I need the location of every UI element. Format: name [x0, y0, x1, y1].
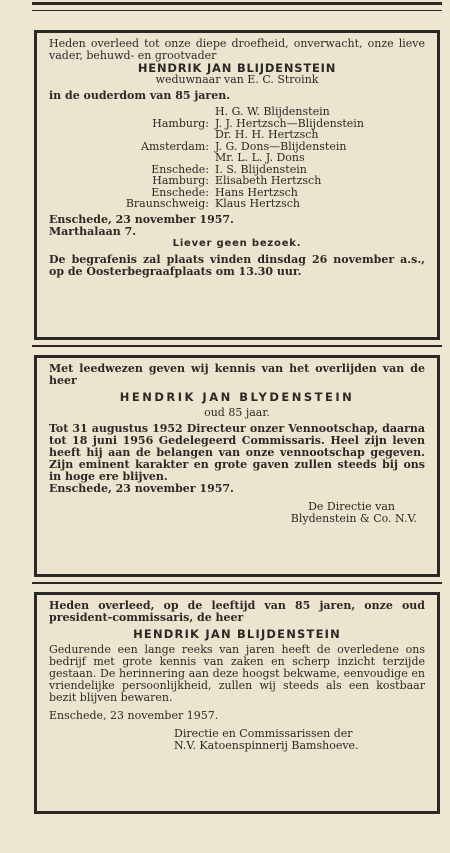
notice1-no-visit: Liever geen bezoek. [172, 237, 302, 249]
notice1-age: in de ouderdom van 85 jaren. [49, 89, 231, 102]
board-death-notice [34, 592, 440, 814]
notice2-place-date: Enschede, 23 november 1957. [49, 482, 234, 495]
notice2-age: oud 85 jaar. [204, 406, 270, 419]
family-member-row: Hamburg: Elisabeth Hertzsch [152, 174, 322, 187]
company-death-notice [34, 355, 440, 577]
family-death-notice [34, 30, 440, 340]
family-member-row: Braunschweig: Klaus Hertzsch [125, 197, 300, 210]
notice3-signature-line1: Directie en Commissarissen der [174, 727, 353, 740]
family-member-row: Hamburg: J. J. Hertzsch—Blijdenstein [152, 116, 364, 130]
notice2-signature-line1: De Directie van [308, 500, 395, 513]
top-rule-thin [32, 10, 442, 11]
notice2-deceased-name: HENDRIK JAN BLYDENSTEIN [119, 390, 355, 404]
family-member-row: Mr. L. L. J. Dons [215, 151, 305, 164]
notice2-intro: Met leedwezen geven wij kennis van het overlijden van de heer [49, 362, 425, 387]
family-member-row: H. G. W. Blijdenstein [215, 105, 330, 118]
family-member-row: Enschede: I. S. Blijdenstein [151, 162, 307, 176]
family-members-list [71, 106, 364, 210]
separator-rule [32, 345, 442, 347]
notice1-place-date: Enschede, 23 november 1957. [49, 212, 234, 226]
notice1-widower: weduwnaar van E. C. Stroink [155, 73, 319, 86]
notice3-body: Gedurende een lange reeks van jaren heeft de overledene ons bedrijf met grote kennis van zaken en scherp inzicht terzijde gestaan. De herinnering aan deze hoogst bekwame, eenvoudige en vriendelijke persoonlijkheid, zullen wij steeds als een kostbaar bezit blijven bewaren. [49, 643, 425, 704]
notice1-deceased-name: HENDRIK JAN BLIJDENSTEIN [137, 61, 337, 75]
top-rule [32, 2, 442, 5]
notice3-deceased-name: HENDRIK JAN BLIJDENSTEIN [133, 627, 341, 641]
notice3-signature-line2: N.V. Katoenspinnerij Bamshoeve. [174, 739, 359, 752]
family-member-row: Amsterdam: J. G. Dons—Blijdenstein [141, 139, 347, 153]
notice1-address: Marthalaan 7. [49, 224, 137, 238]
notice2-signature-line2: Blydenstein & Co. N.V. [290, 512, 417, 525]
family-member-row: Enschede: Hans Hertzsch [151, 185, 298, 199]
notice2-body: Tot 31 augustus 1952 Directeur onzer Vennootschap, daarna tot 18 juni 1956 Gedelegeerd Commissaris. Heel zijn leven heeft hij aan de belangen van onze vennootschap gegeven. Zijn eminent karakter en grote gaven zullen steeds bij ons in hoge ere blijven. [49, 422, 425, 483]
notice3-place-date: Enschede, 23 november 1957. [49, 709, 219, 722]
notice3-intro: Heden overleed, op de leeftijd van 85 jaren, onze oud president-commissaris, de heer [49, 599, 425, 624]
separator-rule [32, 582, 442, 584]
notice1-funeral: De begrafenis zal plaats vinden dinsdag 26 november a.s., op de Oosterbegraafplaats om 13.30 uur. [49, 252, 425, 278]
notice1-intro: Heden overleed tot onze diepe droefheid, onverwacht, onze lieve vader, behuwd- en grootvader [49, 37, 425, 62]
family-member-row: Dr. H. H. Hertzsch [215, 128, 319, 141]
